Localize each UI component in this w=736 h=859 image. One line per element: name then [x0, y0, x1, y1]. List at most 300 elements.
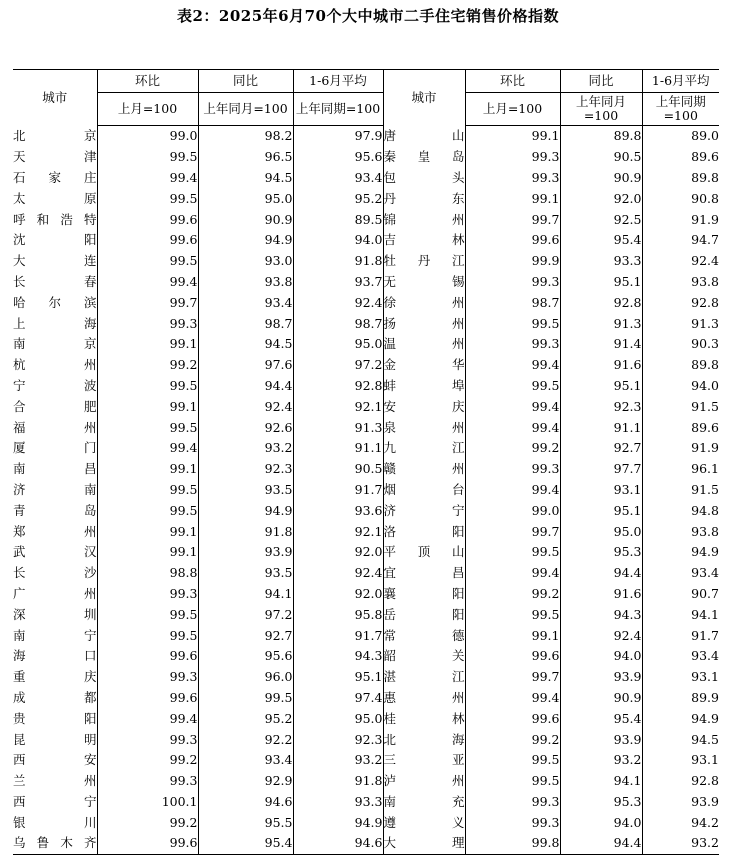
mom-left-cell: 99.5	[97, 147, 198, 168]
city-left-cell: 武汉	[13, 544, 97, 560]
yoy-left-cell: 97.2	[198, 604, 293, 625]
yoy-right-cell: 95.4	[560, 708, 642, 729]
mom-left-cell: 99.1	[97, 396, 198, 417]
table-row	[13, 355, 719, 376]
avg-header-right: 1-6月平均	[642, 70, 719, 93]
avg-left-cell: 94.6	[293, 833, 383, 854]
avg-left-cell: 93.3	[293, 792, 383, 813]
yoy-right-cell: 93.2	[560, 750, 642, 771]
table-row	[13, 542, 719, 563]
yoy-right-cell: 91.4	[560, 334, 642, 355]
mom-left-cell: 99.6	[97, 209, 198, 230]
avg-right-cell: 89.6	[642, 147, 719, 168]
avg-right-cell: 94.8	[642, 500, 719, 521]
table-row	[13, 126, 719, 147]
city-right-cell: 岳阳	[383, 604, 465, 625]
yoy-left-cell: 94.5	[198, 168, 293, 189]
mom-left-cell: 99.4	[97, 438, 198, 459]
avg-left-cell: 95.6	[293, 147, 383, 168]
mom-right-cell: 99.5	[465, 604, 560, 625]
city-right-cell: 赣州	[383, 459, 465, 480]
city-right-cell: 泸州	[383, 771, 465, 792]
avg-left-cell: 94.9	[293, 812, 383, 833]
avg-right-cell: 90.8	[642, 188, 719, 209]
mom-left-cell: 99.6	[97, 646, 198, 667]
avg-left-cell: 97.9	[293, 126, 383, 147]
yoy-right-cell: 92.0	[560, 188, 642, 209]
avg-right-cell: 91.9	[642, 438, 719, 459]
mom-left-cell: 99.3	[97, 771, 198, 792]
city-right-cell: 泉州	[383, 417, 465, 438]
mom-right-cell: 99.1	[465, 625, 560, 646]
mom-right-cell: 99.5	[465, 750, 560, 771]
avg-left-cell: 92.0	[293, 584, 383, 605]
avg-right-cell: 91.7	[642, 625, 719, 646]
avg-left-cell: 95.2	[293, 188, 383, 209]
table-row	[13, 812, 719, 833]
mom-right-cell: 99.5	[465, 542, 560, 563]
avg-right-cell: 93.8	[642, 272, 719, 293]
mom-right-cell: 99.1	[465, 126, 560, 147]
table-row	[13, 708, 719, 729]
table-row	[13, 771, 719, 792]
mom-right-cell: 99.5	[465, 376, 560, 397]
city-left-cell: 深圳	[13, 606, 97, 622]
mom-right-cell: 99.7	[465, 521, 560, 542]
avg-right-cell: 90.7	[642, 584, 719, 605]
mom-right-cell: 99.6	[465, 708, 560, 729]
yoy-right-cell: 93.1	[560, 480, 642, 501]
mom-left-cell: 99.6	[97, 230, 198, 251]
mom-left-cell: 100.1	[97, 792, 198, 813]
table-row	[13, 230, 719, 251]
city-right-cell: 秦皇岛	[383, 147, 465, 168]
table-row	[13, 292, 719, 313]
mom-left-cell: 99.6	[97, 833, 198, 854]
mom-header-right: 环比	[465, 70, 560, 93]
city-left-cell: 乌鲁木齐	[13, 833, 97, 854]
mom-base-left: 上月=100	[97, 93, 198, 126]
avg-right-cell: 93.4	[642, 563, 719, 584]
mom-right-cell: 99.2	[465, 438, 560, 459]
city-left-cell: 哈尔滨	[13, 294, 97, 310]
avg-left-cell: 92.1	[293, 521, 383, 542]
avg-left-cell: 89.5	[293, 209, 383, 230]
avg-left-cell: 95.0	[293, 708, 383, 729]
city-left-cell: 南宁	[13, 627, 97, 643]
city-left-cell: 青岛	[13, 502, 97, 518]
avg-right-cell: 91.3	[642, 313, 719, 334]
avg-right-cell: 89.0	[642, 126, 719, 147]
mom-left-cell: 99.0	[97, 126, 198, 147]
city-right-cell: 蚌埠	[383, 376, 465, 397]
mom-right-cell: 99.4	[465, 563, 560, 584]
table-row	[13, 417, 719, 438]
yoy-right-cell: 92.8	[560, 292, 642, 313]
mom-right-cell: 99.4	[465, 417, 560, 438]
mom-right-cell: 98.7	[465, 292, 560, 313]
mom-right-cell: 99.4	[465, 355, 560, 376]
mom-right-cell: 99.3	[465, 334, 560, 355]
city-left-cell: 昆明	[13, 731, 97, 747]
avg-left-cell: 92.8	[293, 376, 383, 397]
city-left-cell: 合肥	[13, 398, 97, 414]
yoy-left-cell: 95.0	[198, 188, 293, 209]
table-row	[13, 480, 719, 501]
yoy-left-cell: 92.6	[198, 417, 293, 438]
mom-right-cell: 99.2	[465, 729, 560, 750]
city-right-cell: 常德	[383, 625, 465, 646]
table-row	[13, 376, 719, 397]
table-row	[13, 459, 719, 480]
avg-right-cell: 94.5	[642, 729, 719, 750]
city-left-cell: 银川	[13, 814, 97, 830]
city-right-cell: 金华	[383, 355, 465, 376]
table-row	[13, 625, 719, 646]
mom-left-cell: 99.2	[97, 812, 198, 833]
city-left-cell: 南昌	[13, 461, 97, 477]
avg-right-cell: 92.4	[642, 251, 719, 272]
city-left-cell: 天津	[13, 149, 97, 165]
mom-left-cell: 99.3	[97, 313, 198, 334]
yoy-left-cell: 90.9	[198, 209, 293, 230]
avg-right-cell: 89.8	[642, 168, 719, 189]
table-row	[13, 251, 719, 272]
city-left-cell: 长沙	[13, 565, 97, 581]
avg-right-cell: 93.2	[642, 833, 719, 854]
yoy-right-cell: 93.9	[560, 729, 642, 750]
mom-right-cell: 99.3	[465, 272, 560, 293]
yoy-left-cell: 93.5	[198, 563, 293, 584]
city-right-cell: 锦州	[383, 209, 465, 230]
avg-right-cell: 90.3	[642, 334, 719, 355]
yoy-right-cell: 95.1	[560, 272, 642, 293]
yoy-base-left: 上年同月=100	[198, 93, 293, 126]
mom-left-cell: 99.4	[97, 272, 198, 293]
yoy-right-cell: 94.4	[560, 833, 642, 854]
mom-left-cell: 99.5	[97, 376, 198, 397]
mom-right-cell: 99.5	[465, 313, 560, 334]
avg-left-cell: 91.1	[293, 438, 383, 459]
table-row	[13, 584, 719, 605]
city-right-cell: 宜昌	[383, 563, 465, 584]
city-left-cell: 太原	[13, 190, 97, 206]
avg-right-cell: 94.0	[642, 376, 719, 397]
mom-right-cell: 99.4	[465, 480, 560, 501]
mom-left-cell: 99.7	[97, 292, 198, 313]
mom-header-left: 环比	[97, 70, 198, 93]
mom-left-cell: 98.8	[97, 563, 198, 584]
mom-right-cell: 99.7	[465, 667, 560, 688]
yoy-right-cell: 89.8	[560, 126, 642, 147]
avg-left-cell: 92.3	[293, 729, 383, 750]
avg-right-cell: 89.8	[642, 355, 719, 376]
yoy-left-cell: 93.4	[198, 750, 293, 771]
city-left-cell: 兰州	[13, 773, 97, 789]
mom-right-cell: 99.1	[465, 188, 560, 209]
avg-right-cell: 93.4	[642, 646, 719, 667]
city-left-cell: 南京	[13, 336, 97, 352]
table-row	[13, 168, 719, 189]
yoy-right-cell: 95.1	[560, 500, 642, 521]
mom-left-cell: 99.3	[97, 729, 198, 750]
mom-left-cell: 99.4	[97, 168, 198, 189]
yoy-right-cell: 97.7	[560, 459, 642, 480]
mom-right-cell: 99.3	[465, 168, 560, 189]
avg-left-cell: 93.7	[293, 272, 383, 293]
mom-right-cell: 99.9	[465, 251, 560, 272]
mom-left-cell: 99.5	[97, 188, 198, 209]
table-row	[13, 334, 719, 355]
avg-left-cell: 90.5	[293, 459, 383, 480]
yoy-right-cell: 90.9	[560, 688, 642, 709]
mom-left-cell: 99.3	[97, 667, 198, 688]
yoy-right-cell: 94.0	[560, 812, 642, 833]
yoy-right-cell: 93.3	[560, 251, 642, 272]
avg-left-cell: 91.7	[293, 625, 383, 646]
mom-left-cell: 99.2	[97, 750, 198, 771]
city-right-cell: 丹东	[383, 188, 465, 209]
mom-right-cell: 99.3	[465, 792, 560, 813]
city-left-cell: 西安	[13, 752, 97, 768]
price-index-table	[13, 69, 719, 855]
mom-left-cell: 99.2	[97, 355, 198, 376]
table-row	[13, 188, 719, 209]
table-row	[13, 646, 719, 667]
table-row	[13, 792, 719, 813]
city-left-cell: 重庆	[13, 669, 97, 685]
table-row	[13, 688, 719, 709]
yoy-left-cell: 92.4	[198, 396, 293, 417]
city-right-cell: 无锡	[383, 272, 465, 293]
avg-base-right: 上年同期=100	[642, 93, 719, 126]
yoy-left-cell: 93.5	[198, 480, 293, 501]
mom-right-cell: 99.3	[465, 147, 560, 168]
yoy-left-cell: 94.6	[198, 792, 293, 813]
city-right-cell: 大理	[383, 833, 465, 854]
city-right-cell: 安庆	[383, 396, 465, 417]
yoy-left-cell: 93.8	[198, 272, 293, 293]
city-right-cell: 北海	[383, 729, 465, 750]
avg-right-cell: 93.8	[642, 521, 719, 542]
avg-left-cell: 97.4	[293, 688, 383, 709]
avg-right-cell: 94.1	[642, 604, 719, 625]
city-left-cell: 呼和浩特	[13, 211, 97, 227]
city-left-cell: 厦门	[13, 440, 97, 456]
table-row	[13, 438, 719, 459]
yoy-right-cell: 91.6	[560, 355, 642, 376]
mom-left-cell: 99.5	[97, 251, 198, 272]
avg-right-cell: 92.8	[642, 292, 719, 313]
yoy-left-cell: 96.0	[198, 667, 293, 688]
city-right-cell: 九江	[383, 438, 465, 459]
yoy-left-cell: 92.3	[198, 459, 293, 480]
yoy-right-cell: 95.0	[560, 521, 642, 542]
avg-base-left: 上年同期=100	[293, 93, 383, 126]
avg-left-cell: 91.3	[293, 417, 383, 438]
yoy-left-cell: 94.1	[198, 584, 293, 605]
city-right-cell: 洛阳	[383, 521, 465, 542]
city-right-cell: 桂林	[383, 708, 465, 729]
city-header-right: 城市	[383, 70, 465, 126]
mom-right-cell: 99.4	[465, 396, 560, 417]
yoy-left-cell: 93.2	[198, 438, 293, 459]
city-right-cell: 南充	[383, 792, 465, 813]
yoy-left-cell: 94.4	[198, 376, 293, 397]
yoy-left-cell: 95.5	[198, 812, 293, 833]
mom-left-cell: 99.5	[97, 480, 198, 501]
yoy-left-cell: 94.9	[198, 500, 293, 521]
avg-right-cell: 93.1	[642, 750, 719, 771]
mom-left-cell: 99.5	[97, 417, 198, 438]
yoy-left-cell: 92.7	[198, 625, 293, 646]
avg-right-cell: 94.9	[642, 708, 719, 729]
yoy-left-cell: 93.9	[198, 542, 293, 563]
avg-left-cell: 93.4	[293, 168, 383, 189]
mom-right-cell: 99.0	[465, 500, 560, 521]
city-right-cell: 襄阳	[383, 584, 465, 605]
city-left-cell: 上海	[13, 315, 97, 331]
city-left-cell: 成都	[13, 689, 97, 705]
table-row	[13, 563, 719, 584]
page-title: 表2：2025年6月70个大中城市二手住宅销售价格指数	[177, 7, 559, 25]
mom-right-cell: 99.2	[465, 584, 560, 605]
mom-left-cell: 99.1	[97, 459, 198, 480]
city-right-cell: 包头	[383, 168, 465, 189]
avg-left-cell: 94.3	[293, 646, 383, 667]
mom-left-cell: 99.1	[97, 334, 198, 355]
mom-left-cell: 99.1	[97, 521, 198, 542]
avg-left-cell: 92.0	[293, 542, 383, 563]
avg-left-cell: 98.7	[293, 313, 383, 334]
yoy-left-cell: 93.0	[198, 251, 293, 272]
mom-left-cell: 99.1	[97, 542, 198, 563]
yoy-right-cell: 94.0	[560, 646, 642, 667]
city-right-cell: 惠州	[383, 688, 465, 709]
table-row	[13, 147, 719, 168]
avg-left-cell: 92.4	[293, 563, 383, 584]
avg-right-cell: 93.1	[642, 667, 719, 688]
table-row	[13, 500, 719, 521]
mom-right-cell: 99.5	[465, 771, 560, 792]
yoy-left-cell: 99.5	[198, 688, 293, 709]
yoy-right-cell: 92.5	[560, 209, 642, 230]
yoy-right-cell: 92.3	[560, 396, 642, 417]
avg-right-cell: 89.6	[642, 417, 719, 438]
yoy-left-cell: 98.7	[198, 313, 293, 334]
city-left-cell: 长春	[13, 273, 97, 289]
table-row	[13, 209, 719, 230]
city-right-cell: 平顶山	[383, 542, 465, 563]
yoy-left-cell: 91.8	[198, 521, 293, 542]
city-left-cell: 石家庄	[13, 169, 97, 185]
avg-left-cell: 93.2	[293, 750, 383, 771]
avg-left-cell: 94.0	[293, 230, 383, 251]
yoy-right-cell: 94.4	[560, 563, 642, 584]
avg-right-cell: 91.5	[642, 480, 719, 501]
mom-right-cell: 99.7	[465, 209, 560, 230]
city-header-left: 城市	[13, 70, 97, 126]
yoy-right-cell: 91.1	[560, 417, 642, 438]
city-right-cell: 湛江	[383, 667, 465, 688]
mom-right-cell: 99.6	[465, 230, 560, 251]
yoy-right-cell: 93.9	[560, 667, 642, 688]
table-row	[13, 667, 719, 688]
city-left-cell: 北京	[13, 128, 97, 144]
table-body	[13, 126, 719, 855]
city-left-cell: 贵阳	[13, 710, 97, 726]
yoy-left-cell: 95.2	[198, 708, 293, 729]
yoy-header-left: 同比	[198, 70, 293, 93]
city-left-cell: 大连	[13, 253, 97, 269]
mom-left-cell: 99.4	[97, 708, 198, 729]
yoy-left-cell: 97.6	[198, 355, 293, 376]
yoy-right-cell: 94.3	[560, 604, 642, 625]
avg-left-cell: 95.8	[293, 604, 383, 625]
yoy-left-cell: 95.4	[198, 833, 293, 854]
yoy-right-cell: 95.3	[560, 792, 642, 813]
table-row	[13, 833, 719, 854]
yoy-right-cell: 92.4	[560, 625, 642, 646]
yoy-right-cell: 95.4	[560, 230, 642, 251]
yoy-left-cell: 96.5	[198, 147, 293, 168]
avg-right-cell: 96.1	[642, 459, 719, 480]
avg-left-cell: 92.1	[293, 396, 383, 417]
city-right-cell: 牡丹江	[383, 251, 465, 272]
mom-left-cell: 99.3	[97, 584, 198, 605]
mom-left-cell: 99.5	[97, 500, 198, 521]
mom-left-cell: 99.6	[97, 688, 198, 709]
avg-left-cell: 97.2	[293, 355, 383, 376]
city-left-cell: 郑州	[13, 523, 97, 539]
yoy-left-cell: 92.9	[198, 771, 293, 792]
avg-right-cell: 93.9	[642, 792, 719, 813]
avg-right-cell: 91.9	[642, 209, 719, 230]
avg-right-cell: 91.5	[642, 396, 719, 417]
yoy-left-cell: 92.2	[198, 729, 293, 750]
avg-left-cell: 95.1	[293, 667, 383, 688]
yoy-left-cell: 93.4	[198, 292, 293, 313]
yoy-right-cell: 91.6	[560, 584, 642, 605]
mom-left-cell: 99.5	[97, 604, 198, 625]
city-right-cell: 扬州	[383, 313, 465, 334]
city-right-cell: 吉林	[383, 230, 465, 251]
avg-right-cell: 89.9	[642, 688, 719, 709]
city-right-cell: 济宁	[383, 500, 465, 521]
avg-right-cell: 94.2	[642, 812, 719, 833]
avg-left-cell: 95.0	[293, 334, 383, 355]
mom-right-cell: 99.8	[465, 833, 560, 854]
mom-right-cell: 99.4	[465, 688, 560, 709]
table-row	[13, 313, 719, 334]
yoy-right-cell: 95.1	[560, 376, 642, 397]
yoy-left-cell: 98.2	[198, 126, 293, 147]
yoy-header-right: 同比	[560, 70, 642, 93]
table-row	[13, 604, 719, 625]
city-right-cell: 唐山	[383, 126, 465, 147]
table-row	[13, 396, 719, 417]
avg-left-cell: 91.7	[293, 480, 383, 501]
yoy-left-cell: 94.9	[198, 230, 293, 251]
yoy-right-cell: 95.3	[560, 542, 642, 563]
city-right-cell: 徐州	[383, 292, 465, 313]
mom-left-cell: 99.5	[97, 625, 198, 646]
city-left-cell: 宁波	[13, 377, 97, 393]
city-right-cell: 韶关	[383, 646, 465, 667]
mom-right-cell: 99.6	[465, 646, 560, 667]
city-left-cell: 沈阳	[13, 232, 97, 248]
city-left-cell: 济南	[13, 481, 97, 497]
